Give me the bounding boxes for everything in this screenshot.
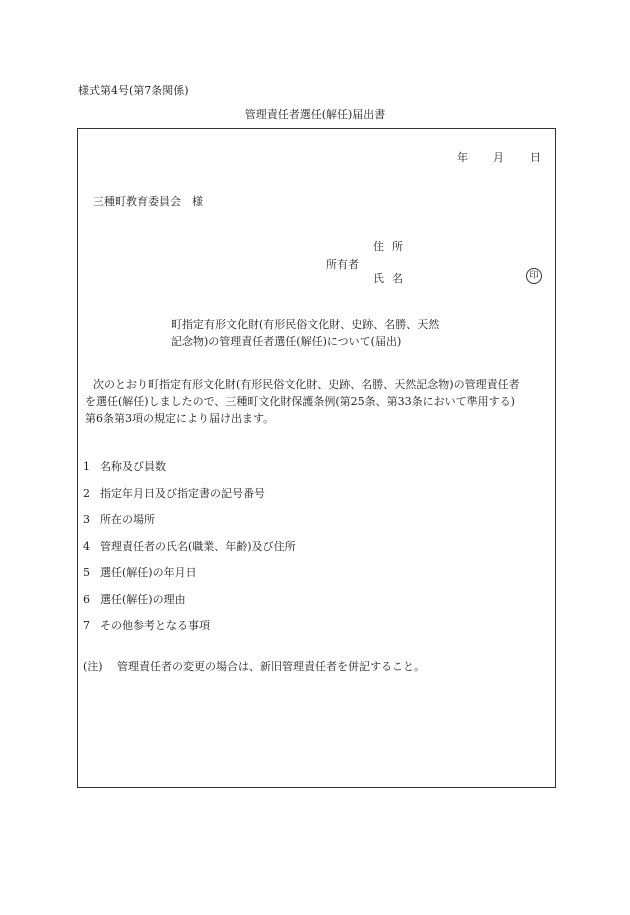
item-number: 4 — [83, 540, 90, 553]
note-prefix: (注) — [83, 660, 103, 673]
address-label: 住所 — [373, 240, 411, 253]
item-number: 3 — [83, 513, 90, 526]
note-text: 管理責任者の変更の場合は、新旧管理責任者を併記すること。 — [117, 660, 425, 673]
item-number: 2 — [83, 487, 90, 500]
form-number: 様式第4号(第7条関係) — [78, 84, 189, 97]
subject-line: 町指定有形文化財(有形民俗文化財、史跡、名勝、天然 — [171, 318, 440, 331]
owner-label: 所有者 — [326, 258, 359, 271]
item-label: 所在の場所 — [100, 513, 155, 526]
item-label: 選任(解任)の理由 — [100, 593, 186, 606]
item-label: その他参考となる事項 — [100, 619, 210, 632]
item-label: 名称及び員数 — [100, 460, 166, 473]
item-label: 管理責任者の氏名(職業、年齢)及び住所 — [100, 540, 296, 553]
item-number: 1 — [83, 460, 90, 473]
name-label: 氏名 — [373, 272, 411, 285]
date-year-label: 年 — [457, 151, 468, 164]
item-number: 6 — [83, 593, 90, 606]
item-label: 指定年月日及び指定書の記号番号 — [100, 487, 265, 500]
document-title: 管理責任者選任(解任)届出書 — [244, 108, 386, 121]
date-month-label: 月 — [493, 151, 504, 164]
item-number: 5 — [83, 566, 90, 579]
body-text-line: を選任(解任)しましたので、三種町文化財保護条例(第25条、第33条において準用する) — [85, 395, 515, 408]
body-text-line: 第6条第3項の規定により届け出ます。 — [85, 412, 275, 425]
addressee: 三種町教育委員会 様 — [93, 195, 203, 208]
date-day-label: 日 — [530, 151, 541, 164]
subject-line: 記念物)の管理責任者選任(解任)について(届出) — [171, 335, 402, 348]
body-text-line: 次のとおり町指定有形文化財(有形民俗文化財、史跡、名勝、天然記念物)の管理責任者 — [93, 378, 520, 391]
item-label: 選任(解任)の年月日 — [100, 566, 197, 579]
seal-mark: 印 — [526, 268, 542, 284]
item-number: 7 — [83, 619, 90, 632]
